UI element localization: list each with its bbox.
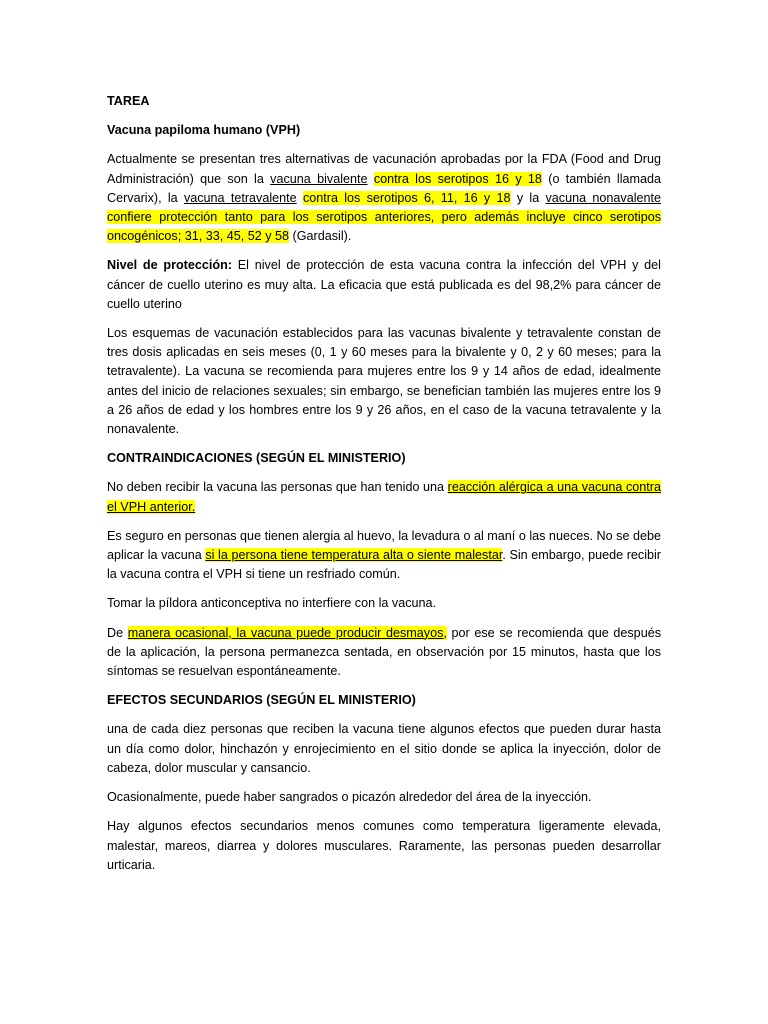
intro-text-7: (Gardasil). (289, 229, 352, 244)
side-effects-bleeding-paragraph: Ocasionalmente, puede haber sangrados o picazón alrededor del área de la inyección. (107, 790, 592, 805)
contra4-text-2: por ese se recomienda que después de la aplicación, la persona permanezca sentada, en observación por 15 minutos, hasta que los síntomas se resuelvan espontáneamente. (107, 625, 661, 679)
contraceptive-paragraph: Tomar la píldora anticonceptiva no interfiere con la vacuna. (107, 596, 437, 611)
contraindication-allergy-paragraph (107, 478, 661, 516)
schemes-paragraph: Los esquemas de vacunación establecidos para las vacunas bivalente y tetravalente constan de tres dosis aplicadas en seis meses (0, 1 y 60 meses para la bivalente y 0, 2 y 60 meses; para la tetravalente). La vacuna se recomienda para mujeres entre los 9 y 14 años de edad, idealmente antes del inicio de relaciones sexuales; sin embargo, se benefician también las mujeres entre los 9 a 26 años de edad y los hombres entre los 9 y 26 años, en el caso de la vacuna tetravalente y la nonavalente. (107, 326, 661, 437)
contra2-text-1: Es seguro en personas que tienen alergia al huevo, la levadura o al maní o las nueces. No se debe aplicar la vacuna (107, 528, 661, 563)
contra4-text-1: De (107, 625, 128, 640)
tetravalent-vaccine-term: vacuna tetravalente (183, 190, 297, 205)
fainting-paragraph (107, 624, 661, 682)
contraindications-heading: CONTRAINDICACIONES (SEGÚN EL MINISTERIO) (107, 451, 406, 466)
side-effects-common-paragraph: una de cada diez personas que reciben la vacuna tiene algunos efectos que pueden durar hasta un día como dolor, hinchazón y enrojecimiento en el sitio donde se aplica la inyección, dolor de cabeza, dolor muscular y cansancio. (107, 722, 661, 775)
nonavalent-vaccine-term: vacuna nonavalente (545, 190, 662, 205)
nonavalent-serotypes-highlight: confiere protección tanto para los serotipos anteriores, pero además incluye cinco serotipos oncogénicos; 31, 33, 45, 52 y 58 (107, 210, 661, 244)
side-effects-heading: EFECTOS SECUNDARIOS (SEGÚN EL MINISTERIO) (107, 693, 416, 708)
protection-text: El nivel de protección de esta vacuna contra la infección del VPH y del cáncer de cuello uterino es muy alta. La eficacia que está publicada es del 98,2% para cáncer de cuello uterino (107, 258, 661, 311)
intro-text-1: Actualmente se presentan tres alternativas de vacunación aprobadas por la FDA (Food and Drug Administración) que son la (107, 152, 661, 186)
side-effects-rare-paragraph: Hay algunos efectos secundarios menos comunes como temperatura ligeramente elevada, malestar, mareos, diarrea y dolores musculares. Raramente, las personas pueden desarrollar urticaria. (107, 819, 661, 872)
intro-paragraph (107, 150, 661, 246)
fainting-highlight: manera ocasional, la vacuna puede producir desmayos, (127, 625, 447, 640)
document-body (107, 92, 661, 875)
contraindication-fever-paragraph (107, 527, 661, 585)
fever-highlight: si la persona tiene temperatura alta o siente malestar (205, 548, 503, 563)
allergic-reaction-highlight: reacción alérgica a una vacuna contra el VPH anterior. (107, 480, 661, 514)
document-subtitle: Vacuna papiloma humano (VPH) (107, 123, 301, 138)
bivalent-vaccine-term: vacuna bivalente (270, 171, 368, 186)
contra1-text: No deben recibir la vacuna las personas que han tenido una (107, 480, 448, 495)
intro-text-5: y la (510, 190, 546, 205)
intro-text-2 (368, 172, 374, 186)
bivalent-serotypes-highlight: contra los serotipos 16 y 18 (373, 171, 542, 186)
protection-label: Nivel de protección: (107, 258, 232, 273)
contra2-text-2: . Sin embargo, puede recibir la vacuna contra el VPH si tiene un resfriado común. (107, 548, 661, 582)
document-title: TAREA (107, 94, 150, 108)
tetravalent-serotypes-highlight: contra los serotipos 6, 11, 16 y 18 (302, 190, 511, 205)
intro-text-3: (o también llamada Cervarix), la (107, 171, 662, 205)
intro-text-4 (297, 191, 303, 205)
protection-paragraph (107, 256, 661, 314)
